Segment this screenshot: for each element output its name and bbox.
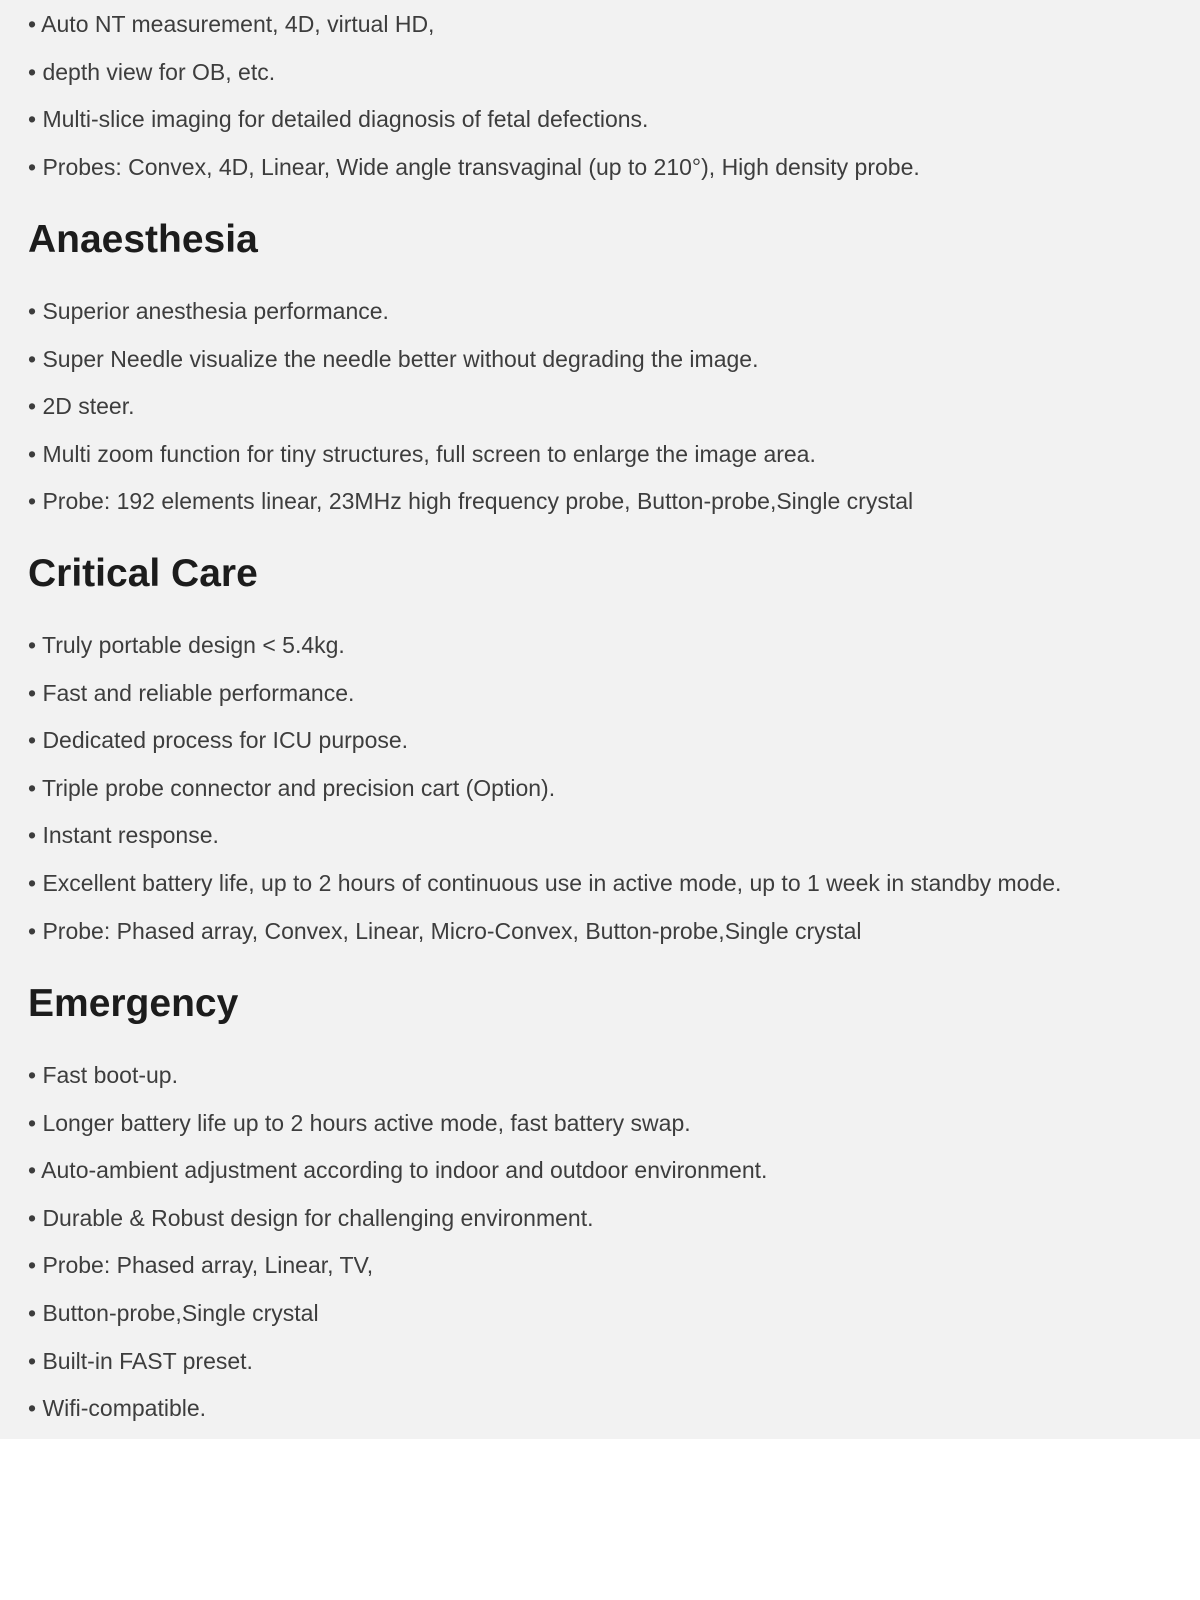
list-item: • Superior anesthesia performance.	[28, 298, 389, 324]
section-emergency	[0, 976, 1200, 1433]
list-item: • Probes: Convex, 4D, Linear, Wide angle transvaginal (up to 210°), High density probe.	[28, 153, 920, 180]
section-heading: Emergency	[28, 982, 239, 1025]
list-item: • Built-in FAST preset.	[28, 1347, 253, 1374]
list-item: • 2D steer.	[28, 393, 135, 420]
list-item: • Durable & Robust design for challenging environment.	[28, 1204, 594, 1231]
list-item: • Fast boot-up.	[28, 1062, 178, 1088]
section-heading: Critical Care	[28, 552, 258, 595]
list-item: • Dedicated process for ICU purpose.	[28, 727, 409, 754]
list-item: • Excellent battery life, up to 2 hours of continuous use in active mode, up to 1 week in standby mode.	[28, 869, 1062, 896]
feature-list	[0, 1052, 1200, 1433]
list-item: • Auto-ambient adjustment according to indoor and outdoor environment.	[28, 1157, 768, 1184]
section-heading: Anaesthesia	[28, 218, 258, 261]
list-item: • Probe: 192 elements linear, 23MHz high frequency probe, Button-probe,Single crystal	[28, 488, 914, 515]
section-anaesthesia	[0, 212, 1200, 526]
list-item: • Auto NT measurement, 4D, virtual HD,	[28, 11, 435, 37]
list-item: • Longer battery life up to 2 hours active mode, fast battery swap.	[28, 1109, 691, 1136]
list-item: • Wifi-compatible.	[28, 1395, 207, 1422]
feature-list	[0, 622, 1200, 955]
list-item: • Triple probe connector and precision cart (Option).	[28, 774, 556, 801]
intro-feature-list	[0, 1, 920, 191]
list-item: • Probe: Phased array, Linear, TV,	[28, 1252, 374, 1279]
list-item: • Multi-slice imaging for detailed diagnosis of fetal defections.	[28, 106, 649, 133]
list-item: • Multi zoom function for tiny structures, full screen to enlarge the image area.	[28, 440, 816, 467]
list-item: • Instant response.	[28, 822, 219, 849]
list-item: • Truly portable design < 5.4kg.	[28, 632, 345, 658]
list-item: • Button-probe,Single crystal	[28, 1299, 319, 1326]
list-item: • Fast and reliable performance.	[28, 679, 355, 706]
list-item: • Super Needle visualize the needle better without degrading the image.	[28, 345, 759, 372]
list-item: • depth view for OB, etc.	[28, 58, 276, 85]
list-item: • Probe: Phased array, Convex, Linear, Micro-Convex, Button-probe,Single crystal	[28, 917, 862, 944]
section-critical-care	[0, 546, 1200, 955]
feature-list	[0, 288, 1200, 526]
